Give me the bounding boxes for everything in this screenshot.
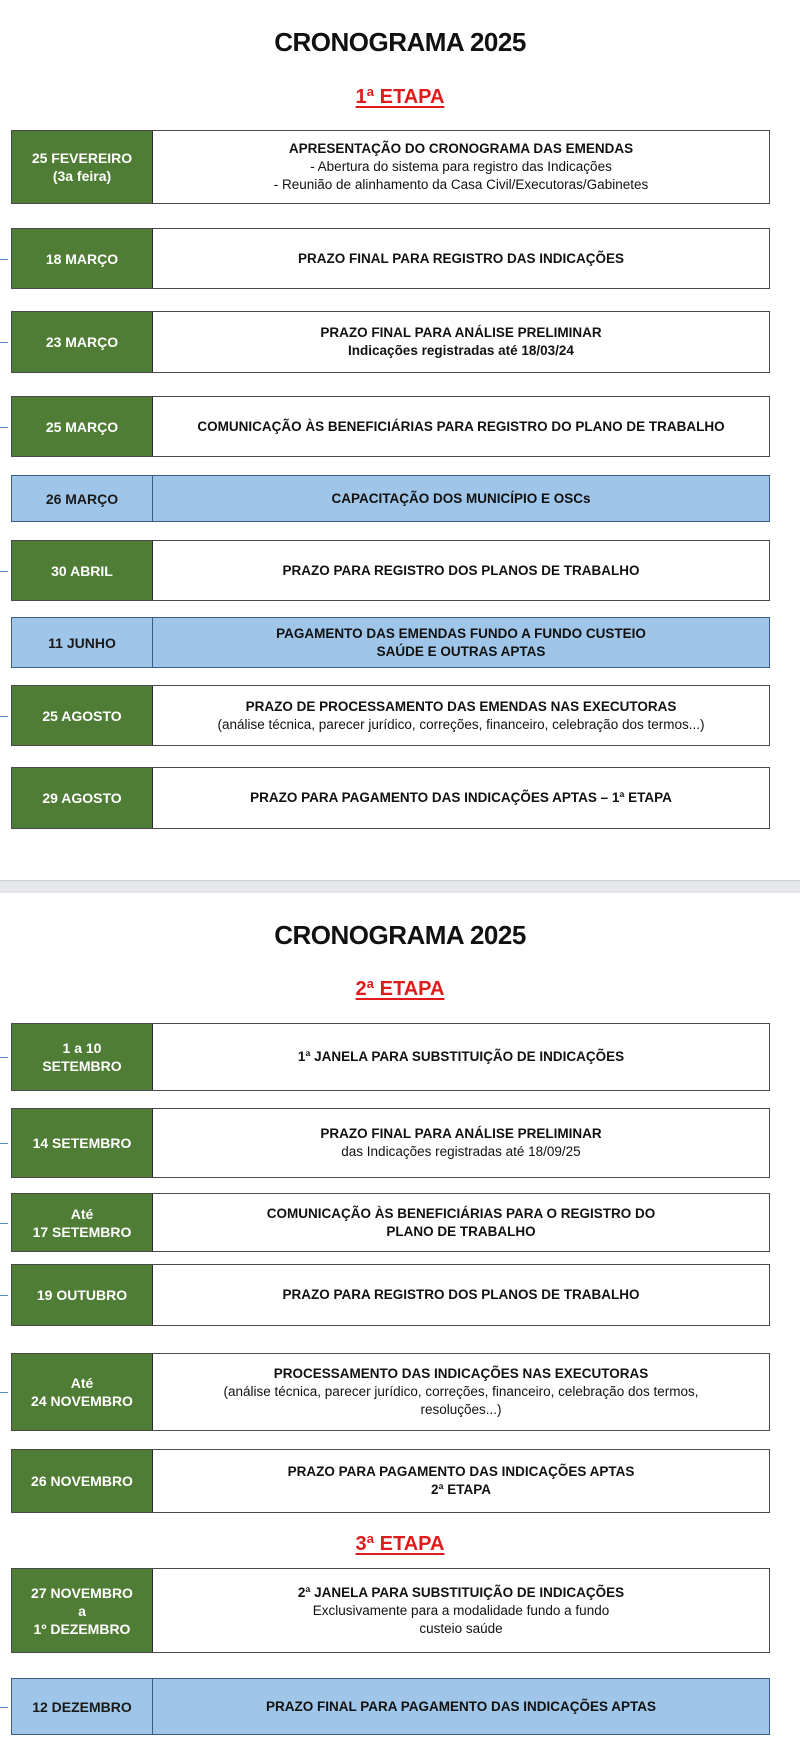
description-line: PRAZO FINAL PARA ANÁLISE PRELIMINAR: [320, 1126, 602, 1141]
row-marker: [0, 1057, 8, 1058]
date-line: 18 MARÇO: [45, 250, 119, 267]
description-line: PRAZO PARA PAGAMENTO DAS INDICAÇÕES APTAS: [287, 1464, 635, 1479]
date-line: 23 MARÇO: [45, 334, 119, 350]
page-divider: [0, 880, 800, 894]
date-line: (3a feira): [52, 168, 112, 184]
date-line: 25 MARÇO: [45, 418, 119, 435]
date-line: 11 JUNHO: [48, 634, 116, 651]
description-line: (análise técnica, parecer jurídico, correções, financeiro, celebração dos termos,: [223, 1384, 699, 1399]
date-line: 26 NOVEMBRO: [31, 1473, 133, 1489]
schedule-date: [12, 686, 153, 745]
schedule-row: [11, 1108, 770, 1178]
date-line: 24 NOVEMBRO: [31, 1393, 133, 1409]
date-line: 29 AGOSTO: [42, 790, 122, 806]
description-line: Exclusivamente para a modalidade fundo a fundo: [312, 1602, 610, 1618]
description-line: PAGAMENTO DAS EMENDAS FUNDO A FUNDO CUSTEIO: [276, 625, 646, 641]
description-line: PROCESSAMENTO DAS INDICAÇÕES NAS EXECUTORAS: [273, 1366, 649, 1381]
schedule-date: [12, 1109, 153, 1177]
schedule-date: [12, 1354, 153, 1430]
page-title-1: CRONOGRAMA 2025: [274, 27, 526, 57]
schedule-row: [11, 540, 770, 601]
schedule-row: [11, 311, 770, 373]
description-line: das Indicações registradas até 18/09/25: [341, 1144, 581, 1159]
schedule-row: [11, 617, 770, 668]
description-line: PRAZO FINAL PARA REGISTRO DAS INDICAÇÕES: [297, 250, 625, 266]
description-line: Indicações registradas até 18/03/24: [348, 343, 574, 358]
schedule-description: [153, 1024, 769, 1090]
page-title-2: CRONOGRAMA 2025: [274, 920, 526, 950]
description-line: 2ª JANELA PARA SUBSTITUIÇÃO DE INDICAÇÕES: [297, 1584, 625, 1600]
schedule-row: [11, 1678, 770, 1735]
description-line: - Abertura do sistema para registro das Indicações: [310, 159, 612, 174]
schedule-description: [153, 1679, 769, 1734]
schedule-description: [153, 1450, 769, 1512]
schedule-row: [11, 1264, 770, 1326]
date-line: SETEMBRO: [42, 1058, 122, 1074]
row-marker: [0, 259, 8, 260]
description-line: PRAZO DE PROCESSAMENTO DAS EMENDAS NAS EXECUTORAS: [245, 698, 677, 714]
row-marker: [0, 1392, 8, 1393]
row-marker: [0, 716, 8, 717]
schedule-description: [153, 312, 769, 372]
row-marker: [0, 1707, 8, 1708]
description-line: (análise técnica, parecer jurídico, correções, financeiro, celebração dos termos...): [217, 716, 705, 732]
schedule-description: [153, 229, 769, 288]
description-line: APRESENTAÇÃO DO CRONOGRAMA DAS EMENDAS: [288, 141, 634, 156]
schedule-date: [12, 131, 153, 203]
date-line: 1º DEZEMBRO: [33, 1620, 131, 1637]
date-line: 25 AGOSTO: [42, 707, 122, 724]
description-line: COMUNICAÇÃO ÀS BENEFICIÁRIAS PARA REGISTRO DO PLANO DE TRABALHO: [197, 418, 725, 434]
description-line: - Reunião de alinhamento da Casa Civil/Executoras/Gabinetes: [273, 177, 649, 192]
schedule-date: [12, 1024, 153, 1090]
etapa-heading-2: 2ª ETAPA: [355, 978, 445, 1000]
schedule-description: [153, 1265, 769, 1325]
description-line: 1ª JANELA PARA SUBSTITUIÇÃO DE INDICAÇÕES: [297, 1049, 625, 1064]
date-line: 17 SETEMBRO: [32, 1223, 132, 1240]
schedule-description: [153, 1569, 769, 1652]
description-line: 2ª ETAPA: [430, 1482, 491, 1497]
schedule-date: [12, 1194, 153, 1251]
schedule-date: [12, 397, 153, 456]
row-marker: [0, 571, 8, 572]
description-line: COMUNICAÇÃO ÀS BENEFICIÁRIAS PARA O REGISTRO DO: [266, 1205, 656, 1221]
description-line: PLANO DE TRABALHO: [386, 1223, 536, 1239]
schedule-description: [153, 1194, 769, 1251]
schedule-row: [11, 396, 770, 457]
etapa-heading-3: 3ª ETAPA: [355, 1533, 445, 1555]
schedule-description: [153, 476, 769, 521]
date-line: 26 MARÇO: [45, 490, 119, 507]
schedule-row: [11, 685, 770, 746]
schedule-row: [11, 228, 770, 289]
schedule-description: [153, 686, 769, 745]
schedule-row: [11, 1353, 770, 1431]
schedule-date: [12, 1450, 153, 1512]
schedule-date: [12, 1679, 153, 1734]
schedule-date: [12, 312, 153, 372]
description-line: PRAZO FINAL PARA ANÁLISE PRELIMINAR: [320, 325, 602, 340]
date-line: 25 FEVEREIRO: [31, 150, 133, 166]
schedule-date: [12, 541, 153, 600]
date-line: 27 NOVEMBRO: [31, 1584, 133, 1601]
description-line: CAPACITAÇÃO DOS MUNICÍPIO E OSCs: [331, 490, 591, 506]
schedule-row: [11, 767, 770, 829]
schedule-description: [153, 541, 769, 600]
schedule-row: [11, 1193, 770, 1252]
description-line: PRAZO PARA PAGAMENTO DAS INDICAÇÕES APTAS – 1ª ETAPA: [250, 790, 672, 805]
date-line: 14 SETEMBRO: [32, 1135, 132, 1151]
etapa-heading-1: 1ª ETAPA: [355, 86, 445, 108]
row-marker: [0, 1223, 8, 1224]
row-marker: [0, 342, 8, 343]
description-line: SAÚDE E OUTRAS APTAS: [376, 643, 546, 659]
description-line: custeio saúde: [419, 1620, 503, 1636]
date-line: 30 ABRIL: [51, 562, 113, 579]
schedule-row: [11, 1449, 770, 1513]
schedule-date: [12, 618, 153, 667]
description-line: PRAZO PARA REGISTRO DOS PLANOS DE TRABALHO: [282, 562, 640, 578]
schedule-row: [11, 1023, 770, 1091]
date-line: Até: [70, 1205, 94, 1222]
schedule-row: [11, 1568, 770, 1653]
date-line: a: [78, 1602, 86, 1619]
schedule-description: [153, 1354, 769, 1430]
schedule-date: [12, 1569, 153, 1652]
schedule-date: [12, 476, 153, 521]
schedule-description: [153, 131, 769, 203]
schedule-date: [12, 1265, 153, 1325]
schedule-description: [153, 768, 769, 828]
description-line: PRAZO FINAL PARA PAGAMENTO DAS INDICAÇÕES APTAS: [265, 1698, 657, 1714]
description-line: PRAZO PARA REGISTRO DOS PLANOS DE TRABALHO: [282, 1287, 640, 1302]
date-line: 19 OUTUBRO: [36, 1287, 128, 1303]
schedule-row: [11, 475, 770, 522]
date-line: 1 a 10: [62, 1040, 102, 1056]
schedule-description: [153, 1109, 769, 1177]
date-line: Até: [70, 1375, 94, 1391]
date-line: 12 DEZEMBRO: [32, 1698, 132, 1715]
row-marker: [0, 1143, 8, 1144]
row-marker: [0, 1295, 8, 1296]
schedule-date: [12, 229, 153, 288]
schedule-date: [12, 768, 153, 828]
schedule-description: [153, 618, 769, 667]
description-line: resoluções...): [420, 1402, 502, 1417]
schedule-row: [11, 130, 770, 204]
schedule-description: [153, 397, 769, 456]
row-marker: [0, 427, 8, 428]
